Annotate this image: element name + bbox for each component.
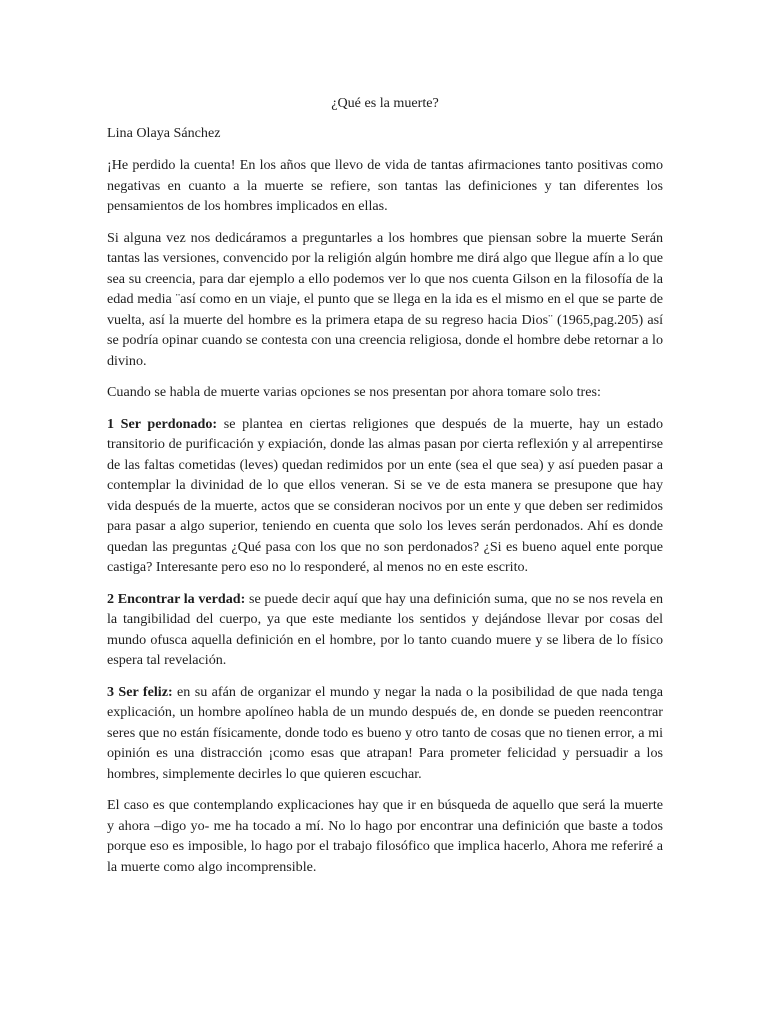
paragraph-text: El caso es que contemplando explicaciones hay que ir en búsqueda de aquello que será la muerte y ahora –digo yo- me ha tocado a mí. No lo hago por encontrar una definición que baste a todos porque eso es imposible, lo hago por el trabajo filosófico que implica hacerlo, Ahora me referiré a la muerte como algo incomprensible. [107, 797, 663, 875]
paragraph-text: Si alguna vez nos dedicáramos a preguntarles a los hombres que piensan sobre la muerte Serán tantas las versiones, convencido por la religión algún hombre me dirá algo que llegue afín a lo que sea su creencia, para dar ejemplo a ello podemos ver lo que nos cuenta Gilson en la filosofía de la edad media ¨así como en un viaje, el punto que se llega en la ida es el mismo en el que se parte de vuelta, así la muerte del hombre es la primera etapa de su regreso hacia Dios¨ (1965,pag.205) así se podría opinar cuando se contesta con una creencia religiosa, donde el hombre debe retornar a lo divino. [107, 229, 663, 369]
paragraph-lead: 2 Encontrar la verdad: [107, 590, 246, 607]
paragraph-conclusion [107, 795, 663, 877]
paragraph-text: en su afán de organizar el mundo y negar la nada o la posibilidad de que nada tenga explicación, un hombre apolíneo habla de un mundo después de, en donde se pueden reencontrar seres que no están físicamente, donde todo es bueno y otro tanto de cosas que no tienen error, a mi opinión es una distracción ¡como esas que atrapan! Para prometer felicidad y persuadir a los hombres, simplemente decirles lo que quieren escuchar. [107, 683, 664, 782]
document-title: ¿Qué es la muerte? [331, 95, 439, 111]
document-body [107, 93, 663, 888]
paragraph-options [107, 382, 663, 403]
paragraph-text: ¡He perdido la cuenta! En los años que llevo de vida de tantas afirmaciones tanto positivas como negativas en cuanto a la muerte se refiere, son tantas las definiciones y tan diferentes los pensamientos de los hombres implicados en ellas. [107, 157, 663, 214]
paragraph-text: se plantea en ciertas religiones que después de la muerte, hay un estado transitorio de purificación y expiación, donde las almas pasan por cierta reflexión y al arrepentirse de las faltas cometidas (leves) quedan redimidos por un ente (sea el que sea) y así pueden pasar a contemplar la divinidad de lo que ellos veneran. Si se ve de esta manera se presupone que hay vida después de la muerte, actos que se consideran nocivos por un ente y que deben ser redimidos para pasar a algo superior, teniendo en cuenta que solo los leves serán perdonados. Ahí es donde quedan las preguntas ¿Qué pasa con los que no son perdonados? ¿Si es bueno aquel ente porque castiga? Interesante pero eso no lo responderé, al menos no en este escrito. [107, 415, 663, 575]
paragraph-option-2 [107, 589, 663, 671]
paragraph-option-3 [107, 682, 663, 785]
document-author: Lina Olaya Sánchez [107, 124, 221, 141]
paragraph-gilson [107, 228, 663, 372]
paragraph-lead: 1 Ser perdonado: [107, 415, 218, 432]
paragraph-option-1 [107, 414, 663, 578]
paragraph-text: se puede decir aquí que hay una definición suma, que no se nos revela en la tangibilidad del cuerpo, ya que este mediante los sentidos y dejándose llevar por cosas del mundo ofusca aquella definición en el hombre, por lo tanto cuando muere y se libera de lo físico espera tal revelación. [107, 590, 663, 668]
paragraph-text: Cuando se habla de muerte varias opciones se nos presentan por ahora tomare solo tres: [107, 384, 601, 400]
paragraph-lead: 3 Ser feliz: [107, 683, 173, 700]
paragraph-intro [107, 155, 663, 217]
